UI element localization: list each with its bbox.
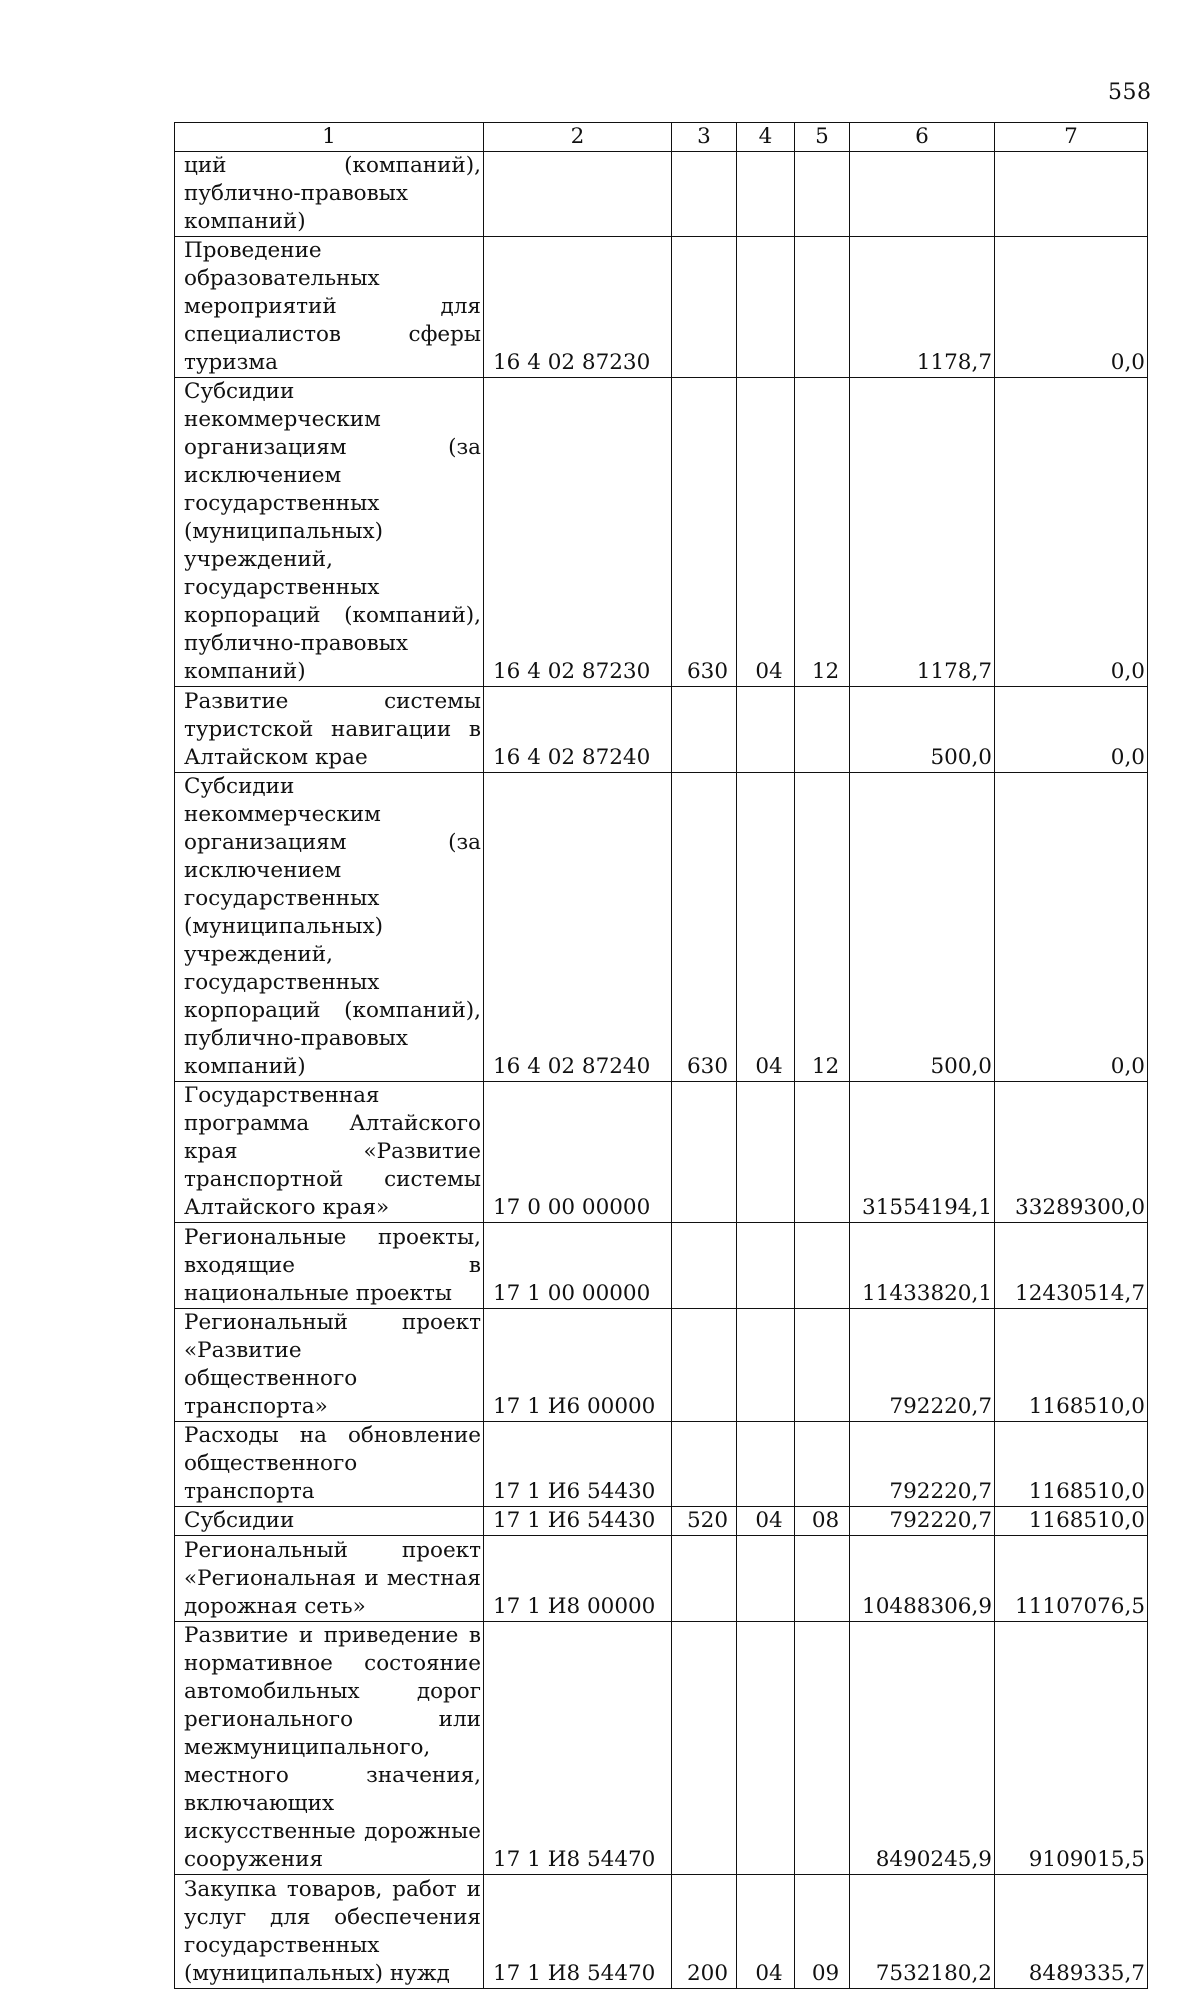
row-col5: 12: [795, 773, 850, 1082]
row-name: Субсидии некоммерческим организациям (за исключением государственных (муниципальных) учреждений, государственных корпораций (компаний), публично-правовых компаний): [175, 773, 484, 1082]
row-col5: [795, 1536, 850, 1622]
row-name: Развитие и приведение в нормативное состояние автомобильных дорог регионального или межмуниципального, местного значения, включающих искусственные дорожные сооружения: [175, 1622, 484, 1875]
row-col3: [672, 1536, 737, 1622]
row-col3: 200: [672, 1875, 737, 1989]
row-code: [484, 152, 672, 237]
header-row: [175, 123, 1148, 152]
row-code: 17 1 И8 54470: [484, 1875, 672, 1989]
row-amount-7: 12430514,7: [995, 1223, 1148, 1309]
row-name: Государственная программа Алтайского края «Развитие транспортной системы Алтайского края»: [175, 1082, 484, 1223]
row-col3: 520: [672, 1507, 737, 1536]
row-col3: [672, 1309, 737, 1422]
row-col5: [795, 1082, 850, 1223]
table-row: [175, 1309, 1148, 1422]
row-amount-7: 0,0: [995, 237, 1148, 378]
column-header-3: 3: [672, 123, 737, 152]
row-name: Региональный проект «Развитие общественного транспорта»: [175, 1309, 484, 1422]
table-row: [175, 1223, 1148, 1309]
row-col5: 08: [795, 1507, 850, 1536]
row-col4: [737, 687, 795, 773]
row-code: 17 1 И6 54430: [484, 1507, 672, 1536]
row-amount-7: 0,0: [995, 687, 1148, 773]
row-code: 17 1 00 00000: [484, 1223, 672, 1309]
row-name: Проведение образовательных мероприятий для специалистов сферы туризма: [175, 237, 484, 378]
row-amount-7: 33289300,0: [995, 1082, 1148, 1223]
row-amount-7: 8489335,7: [995, 1875, 1148, 1989]
row-col4: 04: [737, 1875, 795, 1989]
column-header-7: 7: [995, 123, 1148, 152]
table-row: [175, 237, 1148, 378]
row-col4: [737, 237, 795, 378]
row-name: ций (компаний), публично-правовых компаний): [175, 152, 484, 237]
row-col5: [795, 1223, 850, 1309]
row-col3: [672, 152, 737, 237]
table-row: [175, 1082, 1148, 1223]
table-row: [175, 1536, 1148, 1622]
row-code: 17 0 00 00000: [484, 1082, 672, 1223]
row-code: 16 4 02 87230: [484, 237, 672, 378]
column-header-4: 4: [737, 123, 795, 152]
row-col5: [795, 687, 850, 773]
row-col3: [672, 1223, 737, 1309]
row-amount-7: [995, 152, 1148, 237]
row-col4: 04: [737, 378, 795, 687]
row-amount-6: 7532180,2: [850, 1875, 995, 1989]
column-header-6: 6: [850, 123, 995, 152]
row-amount-6: 792220,7: [850, 1309, 995, 1422]
table-row: [175, 1622, 1148, 1875]
row-col5: 12: [795, 378, 850, 687]
row-name: Субсидии некоммерческим организациям (за исключением государственных (муниципальных) учреждений, государственных корпораций (компаний), публично-правовых компаний): [175, 378, 484, 687]
row-col4: 04: [737, 1507, 795, 1536]
row-col5: [795, 152, 850, 237]
page-number: 558: [1108, 80, 1152, 105]
table-row: [175, 1507, 1148, 1536]
row-col5: [795, 1422, 850, 1507]
row-col3: [672, 237, 737, 378]
row-col4: [737, 1082, 795, 1223]
row-code: 17 1 И8 00000: [484, 1536, 672, 1622]
row-amount-6: 500,0: [850, 773, 995, 1082]
row-amount-6: 1178,7: [850, 237, 995, 378]
row-col4: [737, 1536, 795, 1622]
row-amount-7: 1168510,0: [995, 1507, 1148, 1536]
row-amount-6: 500,0: [850, 687, 995, 773]
row-code: 16 4 02 87230: [484, 378, 672, 687]
row-amount-7: 11107076,5: [995, 1536, 1148, 1622]
row-name: Субсидии: [175, 1507, 484, 1536]
column-header-2: 2: [484, 123, 672, 152]
row-col3: 630: [672, 378, 737, 687]
row-col4: [737, 152, 795, 237]
row-code: 17 1 И6 54430: [484, 1422, 672, 1507]
table-row: [175, 378, 1148, 687]
row-amount-7: 1168510,0: [995, 1309, 1148, 1422]
row-col5: 09: [795, 1875, 850, 1989]
row-col3: [672, 1082, 737, 1223]
row-amount-7: 1168510,0: [995, 1422, 1148, 1507]
row-amount-7: 0,0: [995, 773, 1148, 1082]
row-col4: [737, 1622, 795, 1875]
row-name: Закупка товаров, работ и услуг для обеспечения государственных (муниципальных) нужд: [175, 1875, 484, 1989]
row-col4: [737, 1422, 795, 1507]
row-name: Расходы на обновление общественного транспорта: [175, 1422, 484, 1507]
row-col3: 630: [672, 773, 737, 1082]
row-col5: [795, 237, 850, 378]
row-code: 17 1 И6 00000: [484, 1309, 672, 1422]
budget-table: [174, 122, 1148, 1989]
row-amount-6: 31554194,1: [850, 1082, 995, 1223]
row-col5: [795, 1309, 850, 1422]
row-col4: [737, 1223, 795, 1309]
row-name: Региональный проект «Региональная и местная дорожная сеть»: [175, 1536, 484, 1622]
row-code: 16 4 02 87240: [484, 773, 672, 1082]
row-col3: [672, 687, 737, 773]
row-col4: [737, 1309, 795, 1422]
table-row: [175, 152, 1148, 237]
row-code: 17 1 И8 54470: [484, 1622, 672, 1875]
table-row: [175, 773, 1148, 1082]
row-amount-6: 11433820,1: [850, 1223, 995, 1309]
row-col3: [672, 1422, 737, 1507]
column-header-1: 1: [175, 123, 484, 152]
row-code: 16 4 02 87240: [484, 687, 672, 773]
table-row: [175, 687, 1148, 773]
row-col4: 04: [737, 773, 795, 1082]
table-row: [175, 1875, 1148, 1989]
row-amount-6: 1178,7: [850, 378, 995, 687]
row-amount-6: 792220,7: [850, 1422, 995, 1507]
table-row: [175, 1422, 1148, 1507]
row-amount-6: 10488306,9: [850, 1536, 995, 1622]
column-header-5: 5: [795, 123, 850, 152]
row-col3: [672, 1622, 737, 1875]
row-amount-7: 9109015,5: [995, 1622, 1148, 1875]
row-amount-6: [850, 152, 995, 237]
row-name: Развитие системы туристской навигации в Алтайском крае: [175, 687, 484, 773]
row-amount-6: 8490245,9: [850, 1622, 995, 1875]
row-amount-7: 0,0: [995, 378, 1148, 687]
row-name: Региональные проекты, входящие в национальные проекты: [175, 1223, 484, 1309]
row-col5: [795, 1622, 850, 1875]
row-amount-6: 792220,7: [850, 1507, 995, 1536]
